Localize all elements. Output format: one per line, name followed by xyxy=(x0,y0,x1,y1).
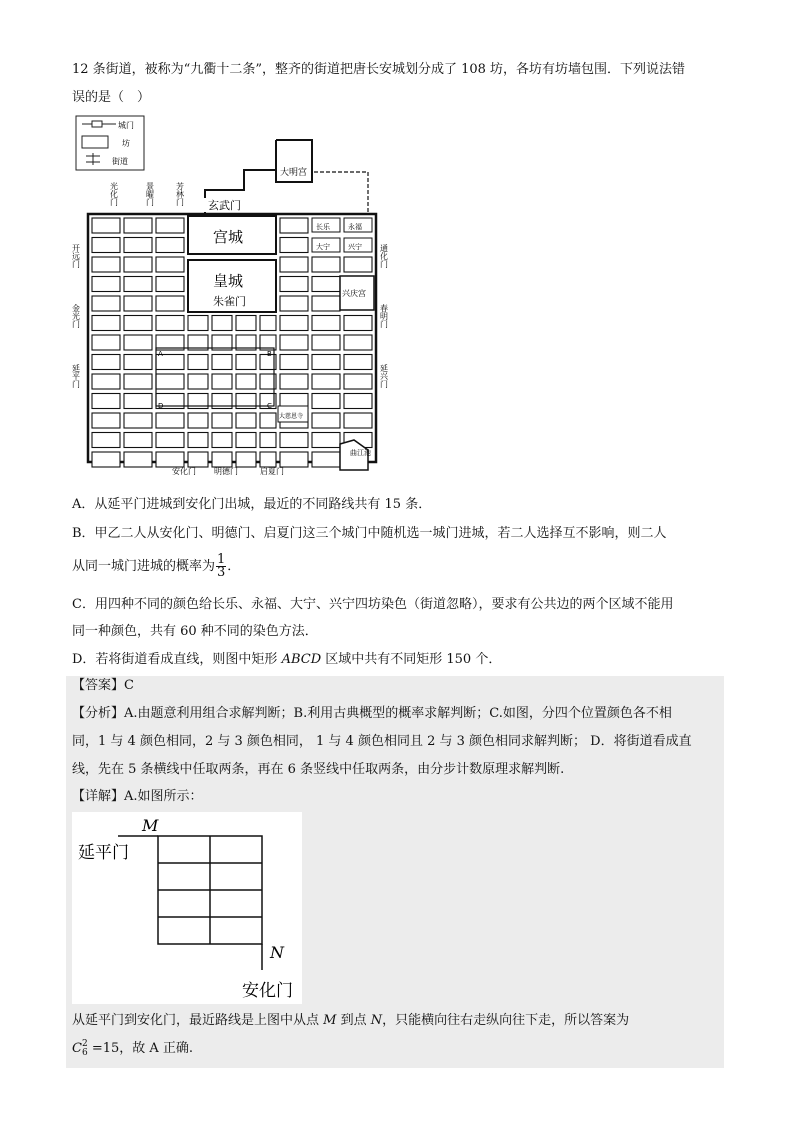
ward-block xyxy=(124,374,152,389)
zhuque-gate-label: 朱雀门 xyxy=(213,295,246,308)
ward-block xyxy=(124,394,152,409)
gate-yanxing: 延兴门 xyxy=(379,364,389,388)
conclusion-line-2: C 2 6 =15，故 A 正确. xyxy=(72,1038,194,1058)
ward-block xyxy=(124,452,152,467)
ward-block xyxy=(92,316,120,331)
legend-street-label: 街道 xyxy=(112,157,128,166)
dayan-label: 大慈恩寺 xyxy=(279,413,304,420)
path-figure xyxy=(72,812,302,1004)
gate-yanping: 延平门 xyxy=(71,364,81,388)
ward-block xyxy=(212,433,232,448)
ward-daning: 大宁 xyxy=(316,243,330,251)
changan-map xyxy=(68,110,398,482)
start-gate-label: 延平门 xyxy=(78,843,129,863)
ward-block xyxy=(280,316,308,331)
palace-city-label: 宫城 xyxy=(213,228,244,246)
gate-qixia: 启夏门 xyxy=(260,467,284,476)
ward-block xyxy=(92,394,120,409)
gate-tonghua: 通化门 xyxy=(379,244,389,268)
ward-block xyxy=(312,355,340,370)
ward-block xyxy=(236,413,256,428)
ward-block xyxy=(280,238,308,253)
ward-block xyxy=(124,433,152,448)
ward-block xyxy=(344,355,372,370)
ward-block xyxy=(236,316,256,331)
ward-block xyxy=(280,355,308,370)
ward-block xyxy=(212,413,232,428)
ward-block xyxy=(156,374,184,389)
map-legend xyxy=(76,116,144,170)
gate-jingyao: 景曜门 xyxy=(145,182,155,206)
point-N: N xyxy=(270,943,284,962)
ward-block xyxy=(188,374,208,389)
ward-block xyxy=(312,433,340,448)
xingqing-label: 兴庆宫 xyxy=(342,289,366,298)
legend-ward-label: 坊 xyxy=(122,139,130,148)
gate-jinguang: 金光门 xyxy=(71,304,81,328)
ward-block xyxy=(92,433,120,448)
ward-block xyxy=(124,238,152,253)
ward-block xyxy=(156,238,184,253)
ward-block xyxy=(312,277,340,292)
gate-anhua: 安化门 xyxy=(172,467,196,476)
qujiang-label: 曲江池 xyxy=(350,449,371,457)
analysis-line-1: 【分析】A.由题意利用组合求解判断；B.利用古典概型的概率求解判断；C.如图，分四个位置颜色各不相 xyxy=(72,706,672,721)
gate-mingde: 明德门 xyxy=(214,467,238,476)
ward-block xyxy=(236,355,256,370)
ward-block xyxy=(92,413,120,428)
ward-block xyxy=(124,277,152,292)
point-C: C xyxy=(267,402,272,410)
ward-block xyxy=(312,257,340,272)
ward-block xyxy=(188,433,208,448)
analysis-line-2: 同，1 与 4 颜色相同，2 与 3 颜色相同， 1 与 4 颜色相同且 2 与 3 颜色相同求解判断； D．将街道看成直 xyxy=(72,734,692,749)
option-c-line-2: 同一种颜色，共有 60 种不同的染色方法． xyxy=(72,624,318,639)
ward-block xyxy=(92,374,120,389)
ward-block xyxy=(260,433,276,448)
ward-block xyxy=(92,296,120,311)
ward-block xyxy=(260,316,276,331)
ward-block xyxy=(280,277,308,292)
option-b-line-1: B．甲乙二人从安化门、明德门、启夏门这三个城门中随机选一城门进城，若二人选择互不影响，则二人 xyxy=(72,526,667,541)
ward-block xyxy=(156,277,184,292)
ward-block xyxy=(280,452,308,467)
point-D: D xyxy=(158,402,164,410)
point-A: A xyxy=(158,350,163,358)
ward-block xyxy=(212,355,232,370)
ward-block xyxy=(344,335,372,350)
ward-block xyxy=(344,257,372,272)
point-B: B xyxy=(267,350,272,358)
ward-block xyxy=(92,452,120,467)
question-line-2: 误的是（ ） xyxy=(72,90,151,105)
ward-block xyxy=(280,218,308,233)
ward-block xyxy=(312,316,340,331)
ward-block xyxy=(236,433,256,448)
option-c-line-1: C．用四种不同的颜色给长乐、永福、大宁、兴宁四坊染色（街道忽略），要求有公共边的两个区域不能用 xyxy=(72,597,674,612)
ward-block xyxy=(156,257,184,272)
ward-block xyxy=(312,374,340,389)
ward-block xyxy=(344,316,372,331)
ward-block xyxy=(92,355,120,370)
ward-block xyxy=(312,413,340,428)
ward-block xyxy=(212,452,232,467)
option-a: A．从延平门进城到安化门出城，最近的不同路线共有 15 条． xyxy=(72,497,432,512)
ward-block xyxy=(280,296,308,311)
gate-kaiyuan: 开远门 xyxy=(71,244,81,268)
ward-block xyxy=(92,257,120,272)
ward-block xyxy=(312,296,340,311)
xuanwu-gate-label: 玄武门 xyxy=(208,199,241,212)
answer-line: 【答案】C xyxy=(72,678,134,693)
ward-block xyxy=(188,355,208,370)
ward-block xyxy=(344,394,372,409)
ward-block xyxy=(124,257,152,272)
ward-block xyxy=(124,316,152,331)
ward-block xyxy=(124,413,152,428)
ward-block xyxy=(124,355,152,370)
ward-block xyxy=(188,413,208,428)
ward-block xyxy=(260,452,276,467)
ward-block xyxy=(156,218,184,233)
ward-block xyxy=(156,452,184,467)
legend-gate-label: 城门 xyxy=(118,121,134,130)
ward-block xyxy=(124,218,152,233)
ward-block xyxy=(344,413,372,428)
gate-guanghua: 光化门 xyxy=(109,182,119,206)
ward-block xyxy=(124,296,152,311)
ward-block xyxy=(92,218,120,233)
ward-block xyxy=(280,374,308,389)
ward-block xyxy=(236,374,256,389)
analysis-line-3: 线，先在 5 条横线中任取两条，再在 6 条竖线中任取两条，由分步计数原理求解判断. xyxy=(72,762,565,777)
ward-block xyxy=(92,335,120,350)
ward-changle: 长乐 xyxy=(316,223,330,231)
probability-fraction: $\frac{1}{3}$ xyxy=(217,552,226,580)
conclusion-line-1: 从延平门到安化门，最近路线是上图中从点 M 到点 N，只能横向往右走纵向往下走，所以答案为 xyxy=(72,1013,630,1028)
imperial-city-label: 皇城 xyxy=(213,272,244,290)
ward-block xyxy=(312,394,340,409)
ward-block xyxy=(124,335,152,350)
ward-block xyxy=(188,316,208,331)
ward-block xyxy=(312,335,340,350)
ward-block xyxy=(280,433,308,448)
daming-label: 大明宫 xyxy=(280,168,308,178)
ward-xingning: 兴宁 xyxy=(348,243,362,251)
ward-grid xyxy=(92,218,372,467)
ward-block xyxy=(156,433,184,448)
ward-block xyxy=(92,238,120,253)
ward-block xyxy=(260,413,276,428)
ward-block xyxy=(156,316,184,331)
end-gate-label: 安化门 xyxy=(242,981,293,1001)
gate-fanglin: 芳林门 xyxy=(175,182,185,206)
ward-block xyxy=(280,335,308,350)
ward-yongfu: 永福 xyxy=(348,223,362,231)
option-d: D．若将街道看成直线，则图中矩形 ABCD 区域中共有不同矩形 150 个． xyxy=(72,652,502,667)
ward-block xyxy=(156,296,184,311)
daming-palace xyxy=(276,140,368,214)
ward-block xyxy=(212,374,232,389)
ward-block xyxy=(188,452,208,467)
ward-block xyxy=(312,452,340,467)
gate-chunming: 春明门 xyxy=(379,304,389,328)
option-b-line-2: 从同一城门进城的概率为 $\frac{1}{3}$ ． xyxy=(72,552,241,580)
point-M: M xyxy=(142,816,159,835)
ward-block xyxy=(236,452,256,467)
ward-block xyxy=(92,277,120,292)
ward-block xyxy=(344,374,372,389)
ward-block xyxy=(280,257,308,272)
ward-block xyxy=(156,413,184,428)
detail-line: 【详解】A.如图所示： xyxy=(72,789,203,804)
ward-block xyxy=(212,316,232,331)
question-line-1: 12 条街道，被称为“九衢十二条”，整齐的街道把唐长安城划分成了 108 坊，各坊有坊墙包围．下列说法错 xyxy=(72,62,686,77)
